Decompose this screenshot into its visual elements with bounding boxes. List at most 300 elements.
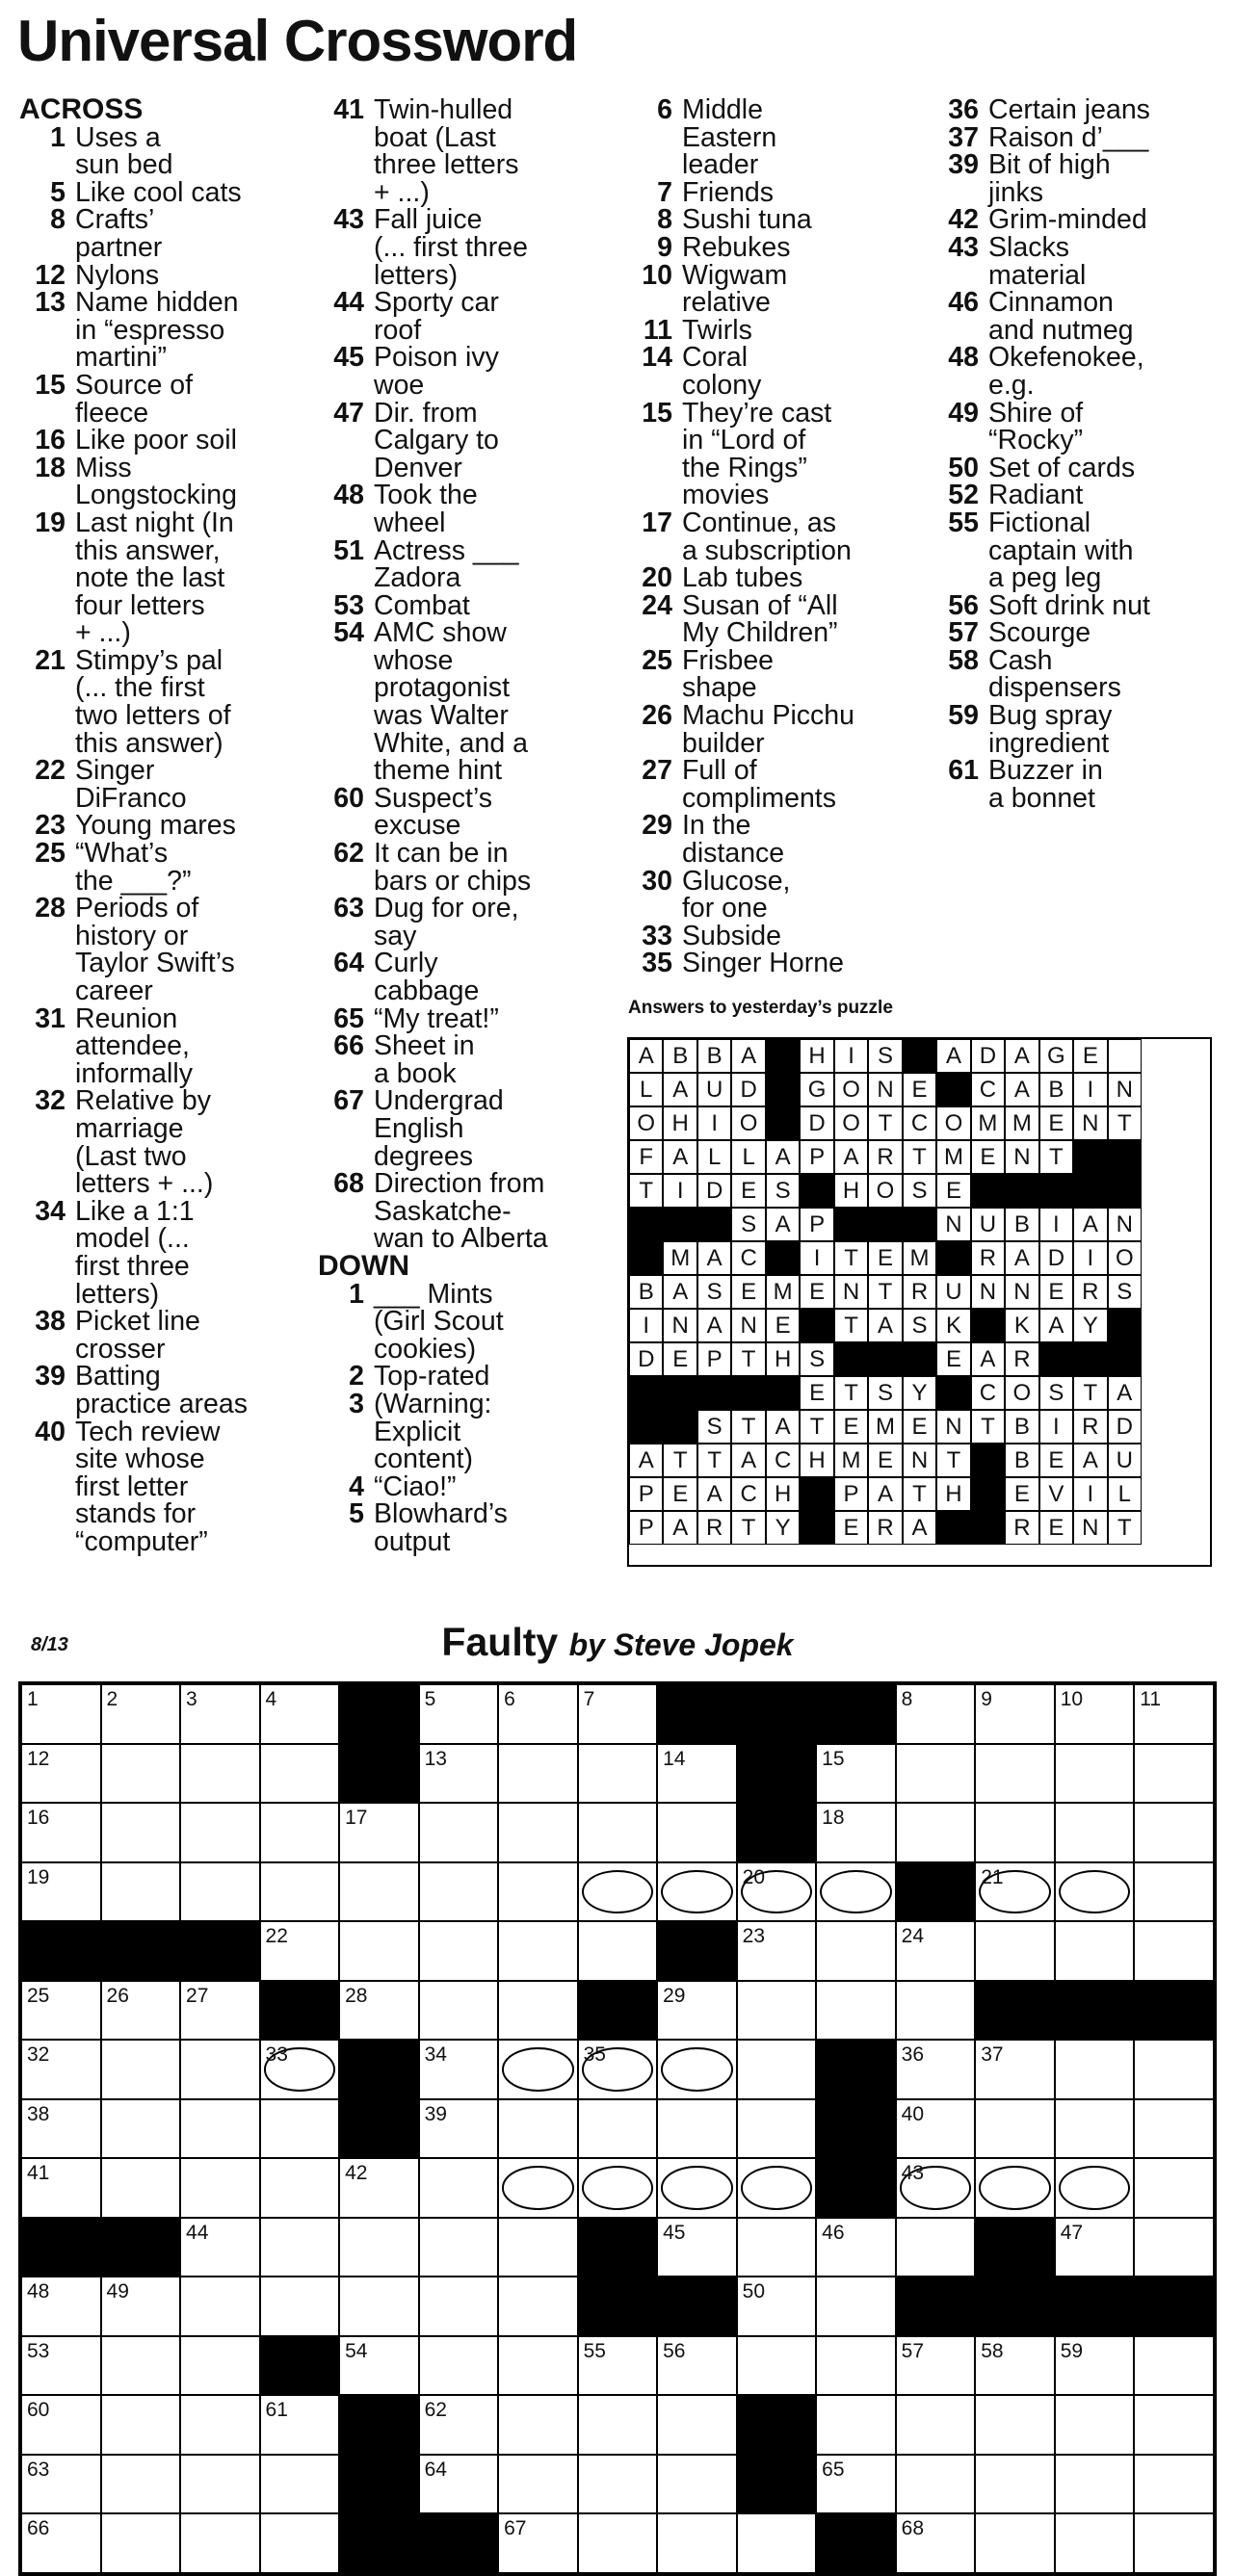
grid-cell[interactable] xyxy=(101,2395,181,2455)
grid-cell[interactable] xyxy=(975,1862,1055,1922)
grid-cell[interactable] xyxy=(578,2336,658,2396)
grid-black-square xyxy=(816,2158,896,2218)
answer-letter: A xyxy=(731,1444,765,1477)
grid-cell[interactable] xyxy=(180,2455,260,2514)
grid-cell[interactable] xyxy=(1134,1921,1214,1981)
answer-letter: R xyxy=(1073,1410,1107,1444)
grid-cell[interactable] xyxy=(101,2040,181,2099)
grid-cell[interactable] xyxy=(657,2040,737,2099)
answer-black-square xyxy=(766,1376,800,1410)
grid-cell[interactable] xyxy=(101,1862,181,1922)
clue-number: 25 xyxy=(35,838,66,870)
clue-col2_across-43 xyxy=(318,206,626,289)
grid-cell[interactable] xyxy=(21,1862,101,1922)
grid-cell[interactable] xyxy=(101,2099,181,2159)
clue-col1-22 xyxy=(19,757,337,812)
clue-text-line: note the last xyxy=(75,562,225,594)
grid-cell[interactable] xyxy=(1134,2218,1214,2277)
answer-black-square xyxy=(936,1511,970,1545)
clue-col1-1 xyxy=(19,121,337,181)
clue-number: 15 xyxy=(35,369,66,401)
answer-letter: A xyxy=(663,1140,696,1174)
grid-cell[interactable] xyxy=(180,1803,260,1862)
grid-black-square xyxy=(180,1921,260,1981)
grid-cell[interactable] xyxy=(896,1803,976,1862)
grid-cell[interactable] xyxy=(419,1981,499,2041)
grid-cell[interactable] xyxy=(1134,1803,1214,1862)
grid-cell[interactable] xyxy=(498,1981,578,2041)
grid-cell[interactable] xyxy=(260,2277,340,2336)
grid-cell[interactable] xyxy=(975,2099,1055,2159)
grid-cell[interactable] xyxy=(657,2513,737,2573)
grid-cell[interactable] xyxy=(737,2158,817,2218)
grid-cell[interactable] xyxy=(498,1803,578,1862)
grid-cell[interactable] xyxy=(498,2040,578,2099)
grid-cell[interactable] xyxy=(339,1981,419,2041)
grid-cell[interactable] xyxy=(1134,2040,1214,2099)
grid-cell[interactable] xyxy=(180,2040,260,2099)
answer-letter: M xyxy=(663,1241,696,1275)
grid-cell[interactable] xyxy=(419,2277,499,2336)
grid-cell[interactable] xyxy=(657,1803,737,1862)
grid-cell[interactable] xyxy=(180,2395,260,2455)
grid-black-square xyxy=(816,2099,896,2159)
cell-number: 4 xyxy=(265,1688,277,1710)
grid-cell[interactable] xyxy=(896,1921,976,1981)
grid-cell[interactable] xyxy=(896,1684,976,1744)
grid-cell[interactable] xyxy=(1055,2218,1135,2277)
clue-text-line: crosser xyxy=(75,1333,166,1365)
grid-cell[interactable] xyxy=(816,2218,896,2277)
grid-cell[interactable] xyxy=(1055,1921,1135,1981)
clue-text-line: a peg leg xyxy=(988,562,1102,594)
grid-cell[interactable] xyxy=(975,2040,1055,2099)
clue-number: 40 xyxy=(35,1416,66,1447)
grid-cell[interactable] xyxy=(578,2513,658,2573)
clue-col3-8 xyxy=(626,206,915,234)
answer-letter: E xyxy=(800,1275,833,1309)
grid-cell[interactable] xyxy=(737,1862,817,1922)
grid-cell[interactable] xyxy=(896,1981,976,2041)
grid-cell[interactable] xyxy=(419,1684,499,1744)
grid-cell[interactable] xyxy=(101,2513,181,2573)
grid-cell[interactable] xyxy=(260,1684,340,1744)
grid-cell[interactable] xyxy=(1055,2513,1135,2573)
grid-cell[interactable] xyxy=(419,2336,499,2396)
grid-cell[interactable] xyxy=(339,1862,419,1922)
grid-cell[interactable] xyxy=(657,1862,737,1922)
clue-text-line: Shire of xyxy=(988,397,1084,429)
clue-col3-20 xyxy=(626,564,915,592)
grid-cell[interactable] xyxy=(260,2455,340,2514)
clue-text-line: Full of xyxy=(682,755,757,787)
grid-cell[interactable] xyxy=(578,1803,658,1862)
answer-letter: U xyxy=(697,1073,731,1106)
answer-letter: B xyxy=(1005,1444,1038,1477)
answer-letter: I xyxy=(1039,1410,1073,1444)
grid-cell[interactable] xyxy=(737,2336,817,2396)
grid-cell[interactable] xyxy=(260,2395,340,2455)
clue-text-line: Combat xyxy=(374,589,470,621)
grid-cell[interactable] xyxy=(180,2099,260,2159)
clue-col1-23 xyxy=(19,812,337,840)
clue-text-line: for one xyxy=(682,893,768,924)
answer-letter: E xyxy=(834,1511,868,1545)
grid-cell[interactable] xyxy=(339,1921,419,1981)
clue-col3-30 xyxy=(626,865,915,924)
grid-black-square xyxy=(975,2218,1055,2277)
clue-text-line: jinks xyxy=(988,176,1044,208)
grid-cell[interactable] xyxy=(419,1921,499,1981)
grid-cell[interactable] xyxy=(975,2158,1055,2218)
grid-cell[interactable] xyxy=(339,2158,419,2218)
grid-cell[interactable] xyxy=(1055,2099,1135,2159)
answer-letter: R xyxy=(903,1275,936,1309)
grid-cell[interactable] xyxy=(896,2218,976,2277)
clue-col3-25 xyxy=(626,644,915,704)
circle-marker xyxy=(582,1870,654,1914)
grid-cell[interactable] xyxy=(578,2455,658,2514)
answer-black-square xyxy=(971,1511,1005,1545)
grid-cell[interactable] xyxy=(657,2336,737,2396)
answer-letter: A xyxy=(629,1039,663,1073)
grid-cell[interactable] xyxy=(975,1921,1055,1981)
grid-cell[interactable] xyxy=(260,2099,340,2159)
grid-cell[interactable] xyxy=(419,2040,499,2099)
clue-text-line: Bit of high xyxy=(988,149,1111,181)
grid-cell[interactable] xyxy=(21,1744,101,1804)
grid-cell[interactable] xyxy=(657,1981,737,2041)
grid-cell[interactable] xyxy=(419,2395,499,2455)
grid-cell[interactable] xyxy=(260,1803,340,1862)
answer-letter: T xyxy=(868,1275,902,1309)
grid-cell[interactable] xyxy=(1055,1862,1135,1922)
clue-text-line: Certain jeans xyxy=(988,94,1150,125)
grid-cell[interactable] xyxy=(419,2099,499,2159)
circle-marker xyxy=(979,2166,1051,2210)
grid-cell[interactable] xyxy=(896,2455,976,2514)
cell-number: 67 xyxy=(504,2517,527,2540)
grid-cell[interactable] xyxy=(657,2395,737,2455)
grid-cell[interactable] xyxy=(816,1744,896,1804)
clue-col1-40 xyxy=(19,1418,337,1556)
grid-cell[interactable] xyxy=(578,1862,658,1922)
grid-cell[interactable] xyxy=(260,1862,340,1922)
grid-cell[interactable] xyxy=(816,1803,896,1862)
answer-letter: O xyxy=(1108,1241,1142,1275)
grid-cell[interactable] xyxy=(101,2277,181,2336)
answer-letter: E xyxy=(800,1376,833,1410)
grid-cell[interactable] xyxy=(180,2513,260,2573)
grid-cell[interactable] xyxy=(578,2099,658,2159)
answer-letter: M xyxy=(766,1275,800,1309)
grid-black-square xyxy=(339,2455,419,2514)
grid-cell[interactable] xyxy=(896,2336,976,2396)
grid-cell[interactable] xyxy=(816,2455,896,2514)
grid-cell[interactable] xyxy=(21,2336,101,2396)
grid-cell[interactable] xyxy=(975,1744,1055,1804)
answer-letter: T xyxy=(731,1511,765,1545)
grid-cell[interactable] xyxy=(578,1744,658,1804)
clue-number: 57 xyxy=(948,617,979,649)
circle-marker xyxy=(502,2166,574,2210)
clue-number: 41 xyxy=(333,94,364,125)
grid-cell[interactable] xyxy=(180,1981,260,2041)
grid-cell[interactable] xyxy=(21,2455,101,2514)
cell-number: 20 xyxy=(742,1865,765,1888)
grid-cell[interactable] xyxy=(21,2040,101,2099)
grid-cell[interactable] xyxy=(180,2158,260,2218)
answer-letter: E xyxy=(766,1309,800,1342)
grid-cell[interactable] xyxy=(1134,2395,1214,2455)
grid-cell[interactable] xyxy=(975,1803,1055,1862)
grid-cell[interactable] xyxy=(1134,2455,1214,2514)
clue-number: 65 xyxy=(333,1002,364,1034)
grid-cell[interactable] xyxy=(260,2158,340,2218)
grid-cell[interactable] xyxy=(498,2099,578,2159)
grid-cell[interactable] xyxy=(578,1684,658,1744)
cell-number: 11 xyxy=(1140,1688,1162,1710)
grid-cell[interactable] xyxy=(1134,1684,1214,1744)
grid-cell[interactable] xyxy=(101,2455,181,2514)
grid-cell[interactable] xyxy=(1055,2395,1135,2455)
grid-cell[interactable] xyxy=(657,2218,737,2277)
grid-cell[interactable] xyxy=(737,2218,817,2277)
grid-cell[interactable] xyxy=(498,1744,578,1804)
clue-number: 1 xyxy=(50,121,66,153)
answer-letter: H xyxy=(800,1039,833,1073)
grid-cell[interactable] xyxy=(21,2099,101,2159)
grid-cell[interactable] xyxy=(737,2513,817,2573)
grid-cell[interactable] xyxy=(1055,1684,1135,1744)
grid-cell[interactable] xyxy=(260,2513,340,2573)
clue-text-line: first three xyxy=(75,1250,190,1282)
grid-cell[interactable] xyxy=(975,1684,1055,1744)
answer-letter: D xyxy=(629,1342,663,1376)
grid-cell[interactable] xyxy=(896,1744,976,1804)
grid-cell[interactable] xyxy=(975,2395,1055,2455)
grid-cell[interactable] xyxy=(21,2277,101,2336)
grid-cell[interactable] xyxy=(180,2277,260,2336)
grid-cell[interactable] xyxy=(260,2040,340,2099)
clue-list xyxy=(626,96,915,977)
grid-cell[interactable] xyxy=(737,1921,817,1981)
grid-cell[interactable] xyxy=(498,1921,578,1981)
grid-cell[interactable] xyxy=(180,1684,260,1744)
grid-cell[interactable] xyxy=(180,2218,260,2277)
grid-cell[interactable] xyxy=(896,2395,976,2455)
clue-text-line: dispensers xyxy=(988,672,1121,704)
grid-cell[interactable] xyxy=(1134,1744,1214,1804)
grid-cell[interactable] xyxy=(816,2277,896,2336)
grid-cell[interactable] xyxy=(816,2395,896,2455)
clue-number: 17 xyxy=(642,507,672,538)
grid-cell[interactable] xyxy=(419,2218,499,2277)
cell-number: 24 xyxy=(901,1925,925,1948)
clue-text-line: English xyxy=(374,1112,464,1144)
grid-cell[interactable] xyxy=(498,2218,578,2277)
grid-cell[interactable] xyxy=(578,1921,658,1981)
cell-number: 32 xyxy=(27,2043,50,2067)
clue-number: 34 xyxy=(35,1195,66,1227)
grid-cell[interactable] xyxy=(339,1803,419,1862)
grid-cell[interactable] xyxy=(101,2336,181,2396)
answer-row xyxy=(629,1106,1210,1140)
grid-cell[interactable] xyxy=(896,2099,976,2159)
answer-letter: M xyxy=(834,1444,868,1477)
answer-letter: A xyxy=(1005,1073,1038,1106)
clue-text-line: fleece xyxy=(75,397,149,429)
cell-number: 40 xyxy=(901,2102,925,2125)
grid-cell[interactable] xyxy=(737,2277,817,2336)
clue-text-line: Raison d’___ xyxy=(988,121,1149,153)
cell-number: 38 xyxy=(27,2102,50,2125)
grid-cell[interactable] xyxy=(896,2158,976,2218)
cell-number: 22 xyxy=(265,1925,288,1948)
clue-text-line: two letters of xyxy=(75,700,231,732)
grid-cell[interactable] xyxy=(498,2455,578,2514)
grid-cell[interactable] xyxy=(339,2277,419,2336)
grid-cell[interactable] xyxy=(1134,2513,1214,2573)
clue-number: 24 xyxy=(642,589,672,621)
grid-cell[interactable] xyxy=(578,2395,658,2455)
grid-cell[interactable] xyxy=(737,1981,817,2041)
grid-cell[interactable] xyxy=(816,1862,896,1922)
clue-text-line: letters + ...) xyxy=(75,1168,214,1200)
grid-cell[interactable] xyxy=(498,2395,578,2455)
grid-cell[interactable] xyxy=(21,1684,101,1744)
grid-cell[interactable] xyxy=(657,2099,737,2159)
grid-cell[interactable] xyxy=(419,2158,499,2218)
answer-black-square xyxy=(1073,1342,1107,1376)
grid-cell[interactable] xyxy=(180,2336,260,2396)
clue-col4-48 xyxy=(933,344,1231,399)
grid-cell[interactable] xyxy=(498,2513,578,2573)
grid-cell[interactable] xyxy=(1134,2336,1214,2396)
grid-cell[interactable] xyxy=(101,1744,181,1804)
grid-cell[interactable] xyxy=(816,1921,896,1981)
grid-cell[interactable] xyxy=(101,1803,181,1862)
grid-cell[interactable] xyxy=(419,1744,499,1804)
grid-cell[interactable] xyxy=(498,2158,578,2218)
clue-text-line: roof xyxy=(374,314,422,346)
grid-cell[interactable] xyxy=(896,2040,976,2099)
grid-cell[interactable] xyxy=(657,1744,737,1804)
grid-cell[interactable] xyxy=(339,2336,419,2396)
grid-cell[interactable] xyxy=(1134,1862,1214,1922)
grid-black-square xyxy=(578,1981,658,2041)
grid-cell[interactable] xyxy=(260,1744,340,1804)
clue-number: 52 xyxy=(948,480,979,511)
grid-cell[interactable] xyxy=(498,2277,578,2336)
grid-cell[interactable] xyxy=(419,2455,499,2514)
grid-cell[interactable] xyxy=(419,1862,499,1922)
grid-cell[interactable] xyxy=(1055,2455,1135,2514)
answer-letter: A xyxy=(834,1140,868,1174)
answer-letter: C xyxy=(971,1073,1005,1106)
answer-black-square xyxy=(834,1342,868,1376)
clue-col4-57 xyxy=(933,619,1231,647)
grid-cell[interactable] xyxy=(975,2513,1055,2573)
grid-cell[interactable] xyxy=(101,1684,181,1744)
grid-cell[interactable] xyxy=(498,2336,578,2396)
clue-text-line: Nylons xyxy=(75,259,160,291)
clue-col3-29 xyxy=(626,810,915,870)
answer-letter: P xyxy=(834,1477,868,1511)
answer-letter: C xyxy=(766,1444,800,1477)
grid-cell[interactable] xyxy=(101,2158,181,2218)
grid-black-square xyxy=(21,2218,101,2277)
clue-col1-13 xyxy=(19,289,337,372)
grid-cell[interactable] xyxy=(339,2218,419,2277)
grid-cell[interactable] xyxy=(975,2455,1055,2514)
grid-cell[interactable] xyxy=(21,2158,101,2218)
clue-number: 47 xyxy=(333,397,364,429)
grid-cell[interactable] xyxy=(737,2099,817,2159)
clue-col1-31 xyxy=(19,1002,337,1089)
grid-cell[interactable] xyxy=(1055,1744,1135,1804)
answer-black-square xyxy=(868,1342,902,1376)
clue-text-line: Bug spray xyxy=(988,700,1113,732)
grid-cell[interactable] xyxy=(260,2218,340,2277)
grid-cell[interactable] xyxy=(498,1862,578,1922)
answer-letter: U xyxy=(971,1208,1005,1241)
answer-letter: N xyxy=(1005,1140,1038,1174)
grid-cell[interactable] xyxy=(21,2395,101,2455)
grid-cell[interactable] xyxy=(578,2040,658,2099)
grid-cell[interactable] xyxy=(498,1684,578,1744)
answer-letter: Y xyxy=(1073,1309,1107,1342)
answer-row xyxy=(629,1309,1210,1342)
grid-cell[interactable] xyxy=(816,1981,896,2041)
answer-letter: N xyxy=(1073,1511,1107,1545)
grid-cell[interactable] xyxy=(1134,2099,1214,2159)
answer-letter: E xyxy=(1039,1511,1073,1545)
grid-cell[interactable] xyxy=(657,2455,737,2514)
answer-letter: N xyxy=(868,1073,902,1106)
grid-black-square xyxy=(101,2218,181,2277)
answer-letter: M xyxy=(868,1410,902,1444)
clue-col4-37 xyxy=(933,121,1231,153)
grid-black-square xyxy=(339,1744,419,1804)
grid-cell[interactable] xyxy=(1055,2336,1135,2396)
answer-black-square xyxy=(1108,1309,1142,1342)
grid-cell[interactable] xyxy=(1055,2040,1135,2099)
clue-number: 58 xyxy=(948,644,979,676)
grid-cell[interactable] xyxy=(180,1744,260,1804)
grid-cell[interactable] xyxy=(896,2513,976,2573)
grid-cell[interactable] xyxy=(419,1803,499,1862)
clue-number: 12 xyxy=(35,259,66,291)
answer-letter: A xyxy=(663,1275,696,1309)
grid-cell[interactable] xyxy=(1055,2158,1135,2218)
grid-cell[interactable] xyxy=(578,2158,658,2218)
grid-cell[interactable] xyxy=(21,2513,101,2573)
grid-cell[interactable] xyxy=(816,2336,896,2396)
grid-cell[interactable] xyxy=(737,2040,817,2099)
clue-text-line: Top-rated xyxy=(374,1361,490,1392)
clue-text-line: Buzzer in xyxy=(988,755,1103,787)
grid-cell[interactable] xyxy=(1134,2158,1214,2218)
grid-cell[interactable] xyxy=(1055,1803,1135,1862)
grid-cell[interactable] xyxy=(101,1981,181,2041)
grid-cell[interactable] xyxy=(180,1862,260,1922)
grid-cell[interactable] xyxy=(975,2336,1055,2396)
grid-cell[interactable] xyxy=(21,1803,101,1862)
grid-cell[interactable] xyxy=(657,2158,737,2218)
grid-cell[interactable] xyxy=(260,1921,340,1981)
grid-cell[interactable] xyxy=(21,1981,101,2041)
